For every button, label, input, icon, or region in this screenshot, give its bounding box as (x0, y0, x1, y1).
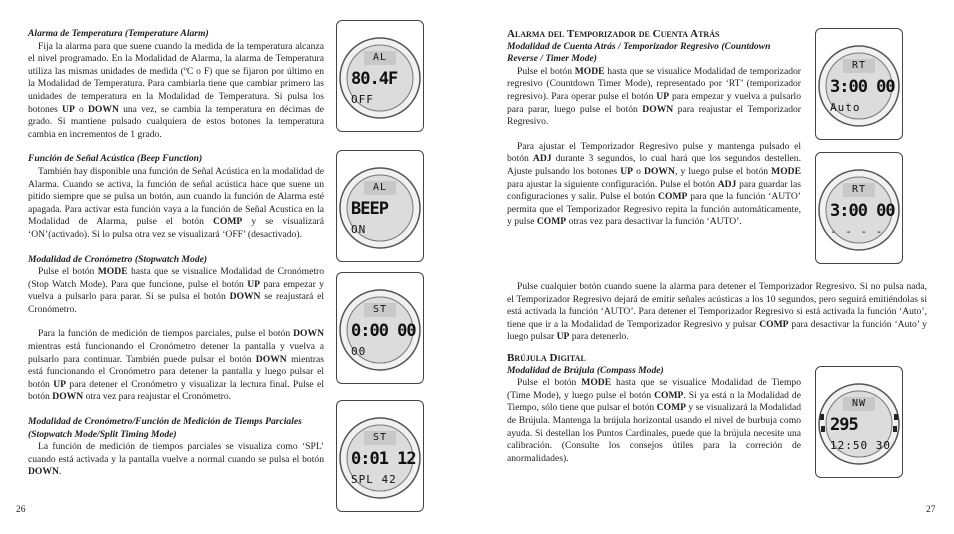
section-heading: Alarma del Temporizador de Cuenta Atrás (507, 28, 720, 40)
body-paragraph: Pulse cualquier botón cuando suene la alarma para detener el Temporizador Regresivo. Si no pulsa nada, el Temporizador Regresivo dejará de emitir señales acústicas a los 10 segundos, pero seguirá emitiéndolas si está activada la función ‘AUTO’. Para detener el Temporizador Regresivo si está activada la función ‘Auto’, tiene que ir a la Modalidad de Temporizador Regresivo y pulsar COMP para desactivar la función ‘Auto’ y luego pulsar UP para detenerlo. (507, 281, 927, 343)
watch-display (336, 272, 424, 384)
paragraph-gap (28, 404, 324, 416)
paragraph-gap (28, 141, 324, 153)
body-paragraph: Para la función de medición de tiempos parciales, pulse el botón DOWN mientras está funcionando el Cronómetro detener la pantalla y vuelva a pulsarlo para continuar. También puede pulsar el botón DOWN mientras está funcionando el Cronómetro para detener la pantalla y luego pulsar el botón UP para detener el Cronómetro y visualizar la lectura final. Pulse el botón DOWN otra vez para reajustar el Cronómetro. (28, 328, 324, 403)
body-paragraph: Fija la alarma para que suene cuando la medida de la temperatura alcanza el nivel programado. En la Modalidad de Alarma, la alarma de Temperatura utiliza las mismas unidades de medida (ºC o F) que se fijaron por último en la Modalidad de Temperatura. Para cambiarla tiene que cambiar primero las unidades de temperatura en la Modalidad de Temperatura. Si pulsa los botones UP o DOWN una vez, se cambia la temperatura en décimas de grado. Si mantiene pulsado cualquiera de estos botones la temperatura cambia en incrementos de 1 grado. (28, 40, 325, 140)
section-heading: Brújula Digital (507, 352, 586, 364)
paragraph-gap (507, 129, 801, 141)
body-paragraph: Pulse el botón MODE hasta que se visualice Modalidad de Cronómetro (Stop Watch Mode). Para que funcione, pulse el botón UP para empezar y vuelva a pulsarlo para parar. Si se pulsa el botón DOWN se reajustará el Cronómetro. (28, 266, 324, 315)
lcd-sub-readout: ON (351, 223, 367, 236)
cardinal-marker (893, 426, 897, 432)
cardinal-marker (820, 414, 824, 420)
subsection-heading: Modalidad de Brújula (Compass Mode) (507, 364, 664, 376)
lcd-sub-readout: 00 (351, 345, 367, 358)
right-page-text-compass (507, 352, 801, 465)
cardinal-marker (821, 426, 825, 432)
watch-display (815, 152, 903, 264)
lcd-sub-readout: - - - - (830, 225, 884, 238)
lcd-mode-readout: ST (372, 304, 388, 315)
subsection-heading: Modalidad de Cuenta Atrás / Temporizador Regresivo (Countdown Reverse / Timer Mode) (507, 40, 771, 65)
watch-display (336, 400, 424, 512)
body-paragraph: Pulse el botón MODE hasta que se visualice Modalidad de Tiempo (Time Mode), y luego pulse el botón COMP. Si ya está n la Modalidad de Tiempo, sólo tiene que pulsar el botón COMP y se visualizará la Modalidad de Brújula. Mantenga la brújula horizontal usando el nivel de burbuja como ayuda. Si destellan los Puntos Cardinales, puede que la brújula necesite una calibración. (Consulte los consejos útiles para la correción de anormalidades). (507, 377, 801, 464)
lcd-sub-readout: Auto (830, 101, 861, 114)
subsection-heading: Alarma de Temperatura (Temperature Alarm) (28, 28, 209, 39)
paragraph-gap (28, 242, 324, 254)
lcd-sub-readout: 12:50 30 (830, 439, 891, 452)
lcd-mode-readout: AL (372, 182, 388, 193)
lcd-sub-readout: SPL 42 (351, 473, 397, 486)
lcd-mode-readout: AL (372, 52, 388, 63)
subsection-heading: Función de Señal Acústica (Beep Function) (28, 153, 203, 165)
left-page-text (28, 28, 324, 479)
lcd-mode-readout: RT (851, 184, 867, 195)
lcd-main-readout: 0:00 00 (351, 321, 416, 341)
watch-display (336, 20, 424, 132)
subsection-heading: Modalidad de Cronómetro/Función de Medición de Tiemps Parciales (Stopwatch Mode/Split Timing Mode) (28, 416, 302, 440)
lcd-main-readout: 3:00 00 (830, 201, 895, 221)
watch-display (815, 366, 903, 478)
lcd-main-readout: BEEP (351, 199, 388, 219)
right-page-number: 27 (926, 505, 936, 515)
lcd-main-readout: 0:01 12 (351, 449, 416, 469)
body-paragraph: Pulse el botón MODE hasta que se visualice Modalidad de temporizador regresivo (Countdown Timer Mode), representado por ‘RT’ (temporizador regresivo). Para operar pulse el botón UP para empezar y vuelva a pulsarlo para parar, luego pulse el botón DOWN para reajustar el Temporizador Regresivo. (507, 65, 801, 128)
cardinal-marker (894, 414, 898, 420)
watch-display (336, 150, 424, 262)
body-paragraph: La función de medición de tiempos parciales se visualiza como ‘SPL’ cuando está activada y la pantalla vuelve a normal cuando se pulsa el botón DOWN. (28, 441, 324, 478)
body-paragraph: Para ajustar el Temporizador Regresivo pulse y mantenga pulsado el botón ADJ durante 3 segundos, lo cual hará que los segundos destellen. Ajuste pulsando los botones UP o DOWN, y luego pulse el botón MODE para ajustar la siguiente configuración. Pulse el botón ADJ para guardar las configuraciones y salir. Pulse el botón COMP para que la función ‘AUTO’ permita que el Temporizador Regresivo repita la función automáticamente, y pulse COMP otras vez para desactivar la función ‘AUTO’. (507, 140, 802, 228)
lcd-mode-readout: RT (851, 60, 867, 71)
right-page-text-top (507, 28, 801, 229)
lcd-main-readout: 80.4F (351, 69, 398, 89)
watch-display (815, 28, 903, 140)
lcd-main-readout: 295 (830, 415, 858, 435)
lcd-mode-readout: ST (372, 432, 388, 443)
subsection-heading: Modalidad de Cronómetro (Stopwatch Mode) (28, 253, 208, 265)
body-paragraph: También hay disponible una función de Señal Acústica en la modalidad de Alarma. Cuando se activa, la función de señal acústica hace que suene un pitido siempre que se pulsa un botón, aun cuando la función de Alarma esté apagada. Para activar esta función vaya a la función de Señal Acustica en la Modalidad de Alarma, pulse el botón COMP y se visualizará ‘ON’(activado). Si lo pulsa otra vez se visualizará ‘OFF’ (desactivado). (28, 165, 324, 240)
paragraph-gap (28, 316, 324, 328)
lcd-sub-readout: OFF (351, 93, 374, 106)
lcd-main-readout: 3:00 00 (830, 77, 895, 97)
right-page-text-full (507, 281, 927, 344)
lcd-mode-readout: NW (851, 398, 867, 409)
left-page-number: 26 (16, 505, 26, 515)
